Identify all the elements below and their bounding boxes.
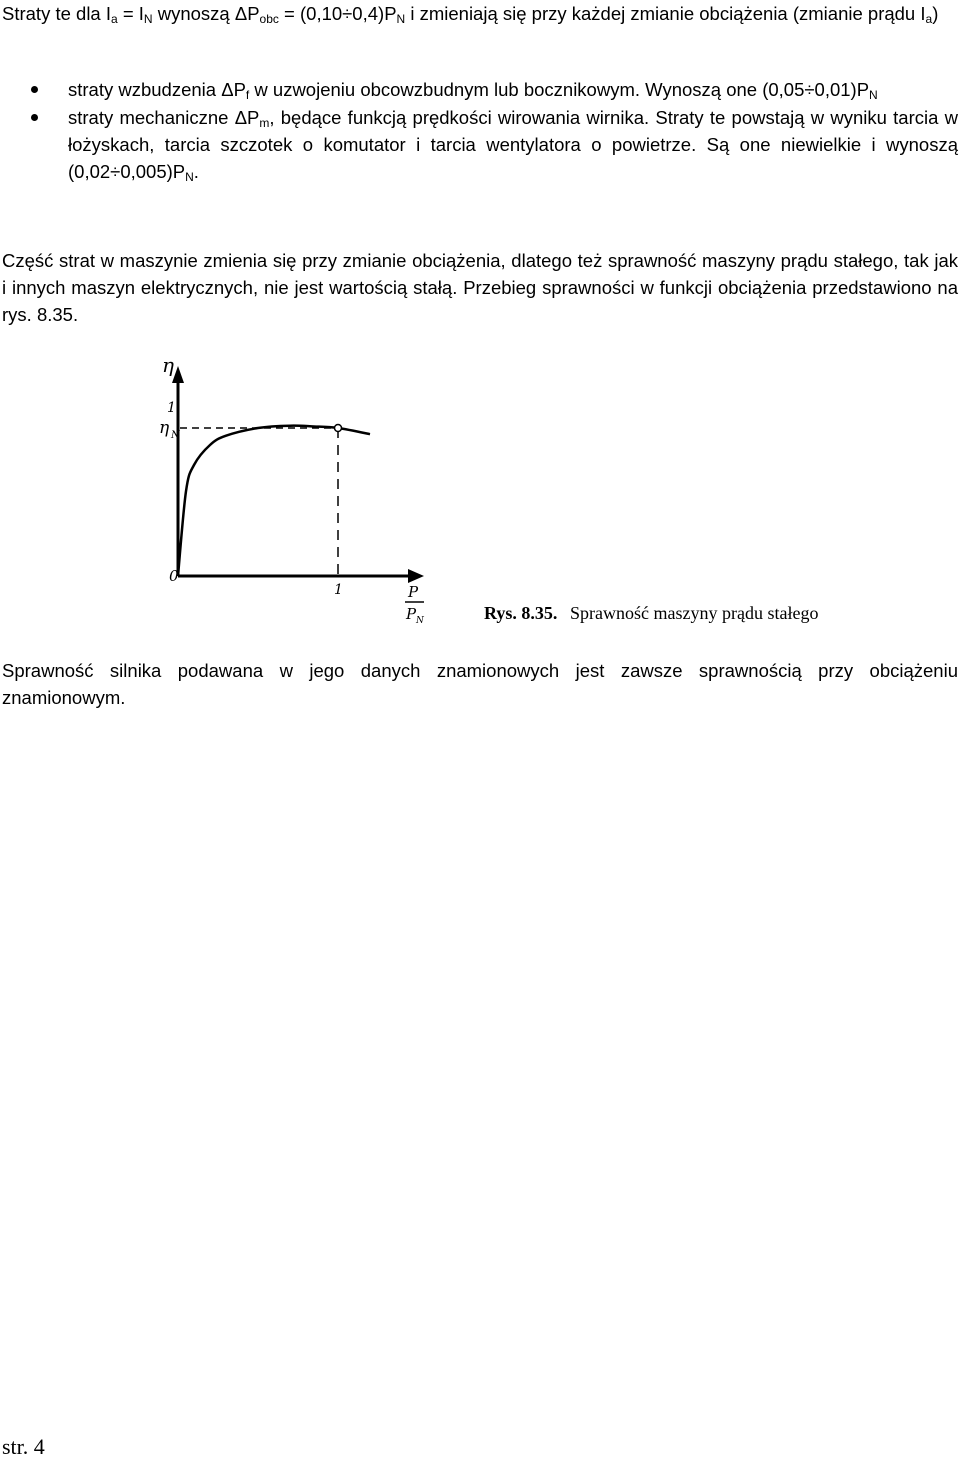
- efficiency-chart: [140, 348, 840, 633]
- list-item: straty wzbudzenia $\Delta P_f$ w uzwojeniu obcowzbudnym lub bocznikowym. Wynoszą one $(0,05\div 0,01)P_N$: [68, 79, 878, 102]
- x-label-denominator-sub: N: [416, 616, 424, 626]
- y-tick-eta-n: η: [159, 418, 170, 438]
- intro-paragraph: Straty te dla $I_a = I_N$ wynoszą $\Delta P_{obc} = (0,10\div 0,4)P_N$ i zmieniają się przy każdej zmianie obciążenia (zmianie prądu $I_a$): [2, 3, 939, 26]
- y-tick-eta-n-sub: N: [171, 430, 180, 441]
- page-number: str. 4: [2, 1434, 45, 1459]
- list-item: straty mechaniczne $\Delta P_m$, będące funkcją prędkości wirowania wirnika. Straty te powstają w wyniku tarcia w łożyskach, tarcia szczotek o komutator i tarcia wentylatora o powietrze. Są one niewielkie i wynoszą $(0,02\div 0,005)P_N$.: [68, 107, 958, 184]
- rated-point: [335, 425, 342, 432]
- efficiency-paragraph: Część strat w maszynie zmienia się przy zmianie obciążenia, dlatego też sprawność maszyny prądu stałego, tak jak i innych maszyn elektrycznych, nie jest wartością stałą. Przebieg sprawności w funkcji obciążenia przedstawiono na rys. 8.35.: [2, 250, 958, 325]
- x-axis-arrow: [408, 569, 424, 583]
- origin-label: 0: [169, 567, 179, 585]
- figure-caption-number: Rys. 8.35.: [484, 603, 558, 623]
- rated-efficiency-paragraph: Sprawność silnika podawana w jego danych znamionowych jest zawsze sprawnością przy obciążeniu znamionowym.: [2, 660, 958, 708]
- efficiency-curve: [178, 426, 370, 576]
- y-axis-label: η: [162, 353, 174, 377]
- x-label-denominator: P: [406, 605, 417, 623]
- bullet-icon: [31, 86, 38, 93]
- bullet-icon: [31, 114, 38, 121]
- x-tick-1: 1: [334, 582, 343, 598]
- efficiency-figure: [140, 348, 840, 633]
- figure-caption-text: Sprawność maszyny prądu stałego: [570, 603, 819, 623]
- y-tick-1: 1: [167, 400, 176, 416]
- x-label-numerator: P: [408, 583, 419, 601]
